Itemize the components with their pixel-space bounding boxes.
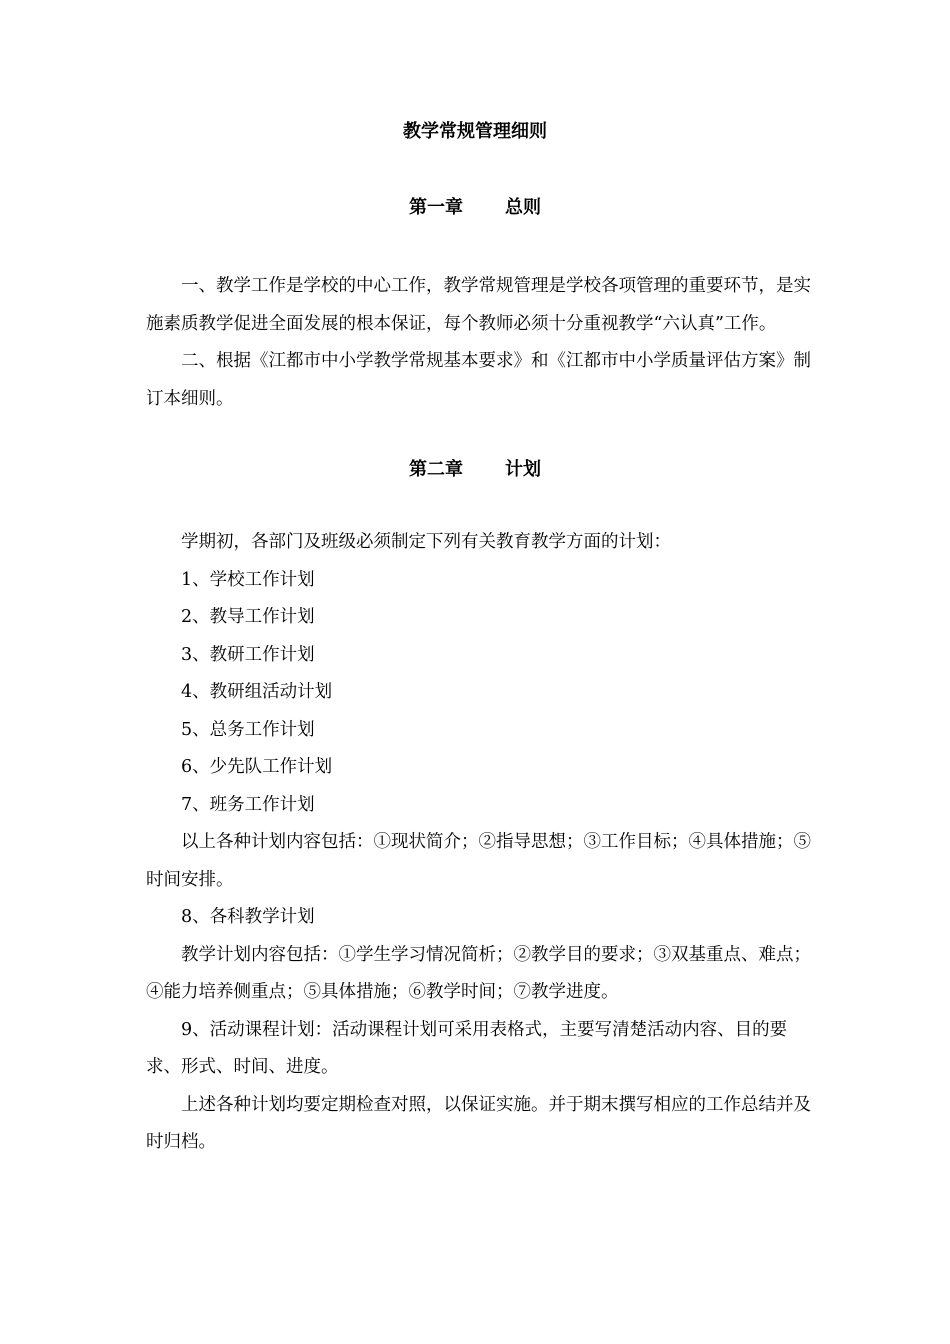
paragraph: 一、教学工作是学校的中心工作，教学常规管理是学校各项管理的重要环节，是实施素质教学促进全面发展的根本保证，每个教师必须十分重视教学“六认真”工作。: [146, 276, 811, 334]
list-item: 9、活动课程计划：活动课程计划可采用表格式，主要写清楚活动内容、目的要求、形式、时间、进度。: [146, 1019, 788, 1077]
chapter-2-body: [146, 524, 811, 1162]
chapter-2-number: 第二章: [409, 459, 463, 480]
list-item: 7、班务工作计划: [181, 794, 315, 815]
paragraph: 教学计划内容包括：①学生学习情况简析；②教学目的要求；③双基重点、难点；④能力培养侧重点；⑤具体措施；⑥教学时间；⑦教学进度。: [146, 944, 811, 1002]
chapter-1-number: 第一章: [409, 197, 463, 218]
document-title: 教学常规管理细则: [403, 121, 547, 142]
chapter-2-name: 计划: [505, 459, 541, 480]
list-item: 8、各科教学计划: [181, 907, 315, 927]
paragraph: 以上各种计划内容包括：①现状简介；②指导思想；③工作目标；④具体措施；⑤时间安排。: [146, 832, 811, 890]
list-item: 5、总务工作计划: [181, 719, 315, 740]
chapter-1-heading: [0, 194, 950, 222]
list-item: 4、教研组活动计划: [181, 682, 333, 702]
paragraph: 上述各种计划均要定期检查对照，以保证实施。并于期末撰写相应的工作总结并及时归档。: [146, 1094, 811, 1152]
list-item: 1、学校工作计划: [181, 569, 315, 590]
list-item: 3、教研工作计划: [181, 644, 315, 665]
list-item: 2、教导工作计划: [181, 607, 315, 627]
chapter-2-heading: [0, 456, 950, 484]
chapter-1-name: 总则: [505, 197, 541, 218]
paragraph: 学期初，各部门及班级必须制定下列有关教育教学方面的计划：: [181, 532, 671, 552]
paragraph: 二、根据《江都市中小学教学常规基本要求》和《江都市中小学质量评估方案》制订本细则。: [146, 351, 811, 409]
chapter-1-body: [146, 268, 811, 418]
list-item: 6、少先队工作计划: [181, 757, 333, 777]
